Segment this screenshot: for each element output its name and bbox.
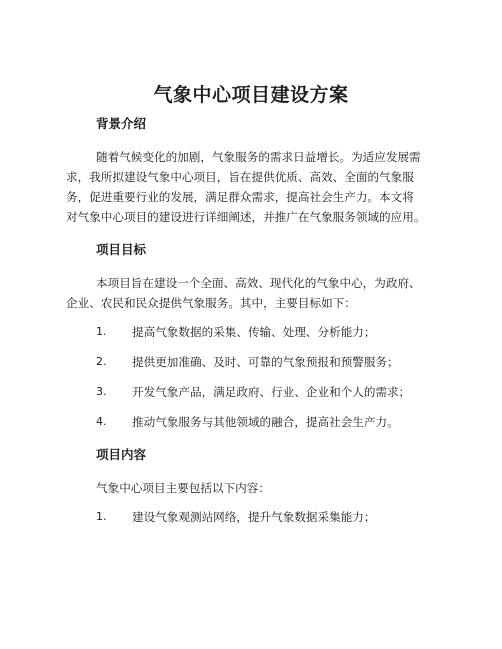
list-item: 开发气象产品，满足政府、行业、企业和个人的需求； <box>132 385 411 399</box>
paragraph-line: 本项目旨在建设一个全面、高效、现代化的气象中心，为政府、 <box>96 276 421 290</box>
section-heading-goals: 项目目标 <box>96 242 147 257</box>
list-item: 提高气象数据的采集、传输、处理、分析能力； <box>132 325 376 339</box>
section-heading-content: 项目内容 <box>96 447 147 462</box>
list-item-number: 1. <box>96 510 107 523</box>
section-heading-background: 背景介绍 <box>96 116 147 131</box>
paragraph-line: 对气象中心项目的建设进行详细阐述，并推广在气象服务领域的应用。 <box>66 210 426 224</box>
paragraph-line: 随着气候变化的加剧，气象服务的需求日益增长。为适应发展需 <box>96 150 421 164</box>
paragraph-line: 求，我所拟建设气象中心项目，旨在提供优质、高效、全面的气象服 <box>66 170 414 184</box>
list-item-number: 1. <box>96 325 107 338</box>
paragraph-line: 企业、农民和民众提供气象服务。其中，主要目标如下： <box>66 296 356 310</box>
list-item-number: 2. <box>96 355 107 368</box>
list-item: 建设气象观测站网络，提升气象数据采集能力； <box>132 510 376 524</box>
list-item: 提供更加准确、及时、可靠的气象预报和预警服务； <box>132 355 399 369</box>
list-item-number: 3. <box>96 385 107 398</box>
document-title: 气象中心项目建设方案 <box>153 84 349 106</box>
list-item-number: 4. <box>96 415 107 428</box>
paragraph-line: 务，促进重要行业的发展，满足群众需求，提高社会生产力。本文将 <box>66 190 414 204</box>
list-item: 推动气象服务与其他领域的融合，提高社会生产力。 <box>132 415 399 429</box>
paragraph-line: 气象中心项目主要包括以下内容： <box>96 481 270 495</box>
